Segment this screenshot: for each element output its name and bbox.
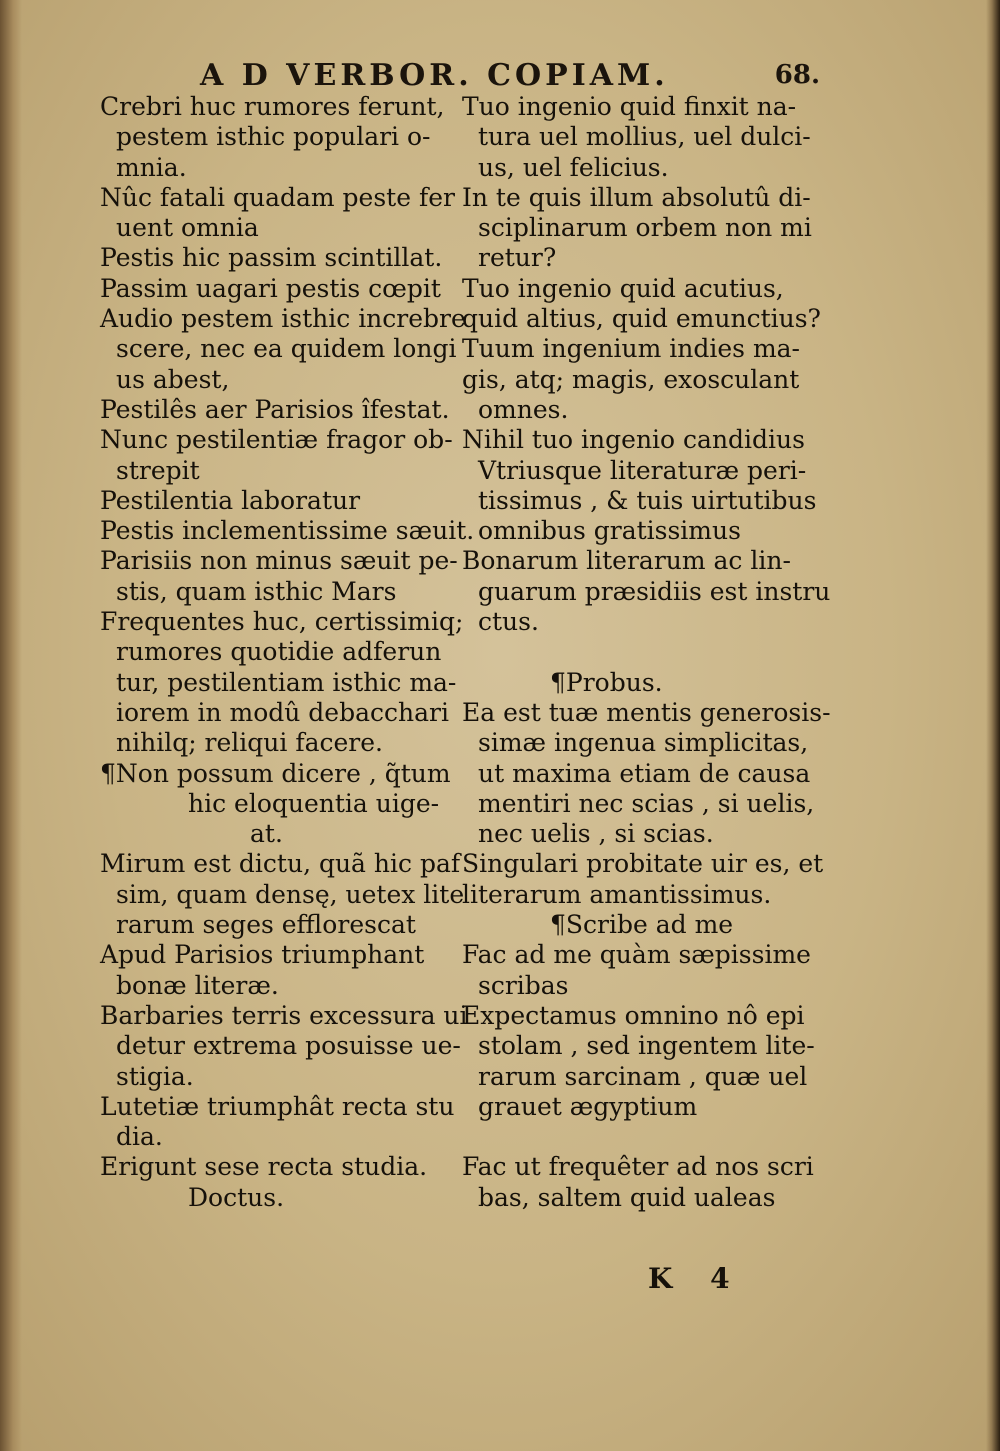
text-line: Parisiis non minus sæuit pe- <box>100 546 458 576</box>
text-line: ctus. <box>478 607 539 637</box>
text-line: Tuo ingenio quid finxit na- <box>462 92 797 121</box>
text-line: tura uel mollius, uel dulci- <box>478 122 811 152</box>
text-line: Audio pestem isthic increbre <box>100 304 466 334</box>
text-line: rarum seges efflorescat <box>116 910 416 940</box>
text-line: iorem in modû debacchari <box>116 697 449 727</box>
text-line: ¶Non possum dicere , q̃tum <box>100 758 451 788</box>
text-line: Erigunt sese recta studia. <box>100 1152 428 1182</box>
running-head: A D VERBOR. COPIAM. <box>200 58 669 93</box>
right-column <box>462 92 831 1213</box>
text-line: gis, atq; magis, exosculant <box>462 364 800 394</box>
text-line: uent omnia <box>116 213 259 243</box>
text-line: rumores quotidie adferun <box>116 637 442 667</box>
text-line: Nihil tuo ingenio candidius <box>462 425 805 455</box>
text-line: grauet ægyptium <box>478 1091 698 1121</box>
text-line: stolam , sed ingentem lite- <box>478 1031 815 1061</box>
text-line: guarum præsidiis est instru <box>478 576 831 606</box>
text-line: us abest, <box>116 364 230 394</box>
folio-number: 68. <box>774 60 820 90</box>
text-line: Nunc pestilentiæ fragor ob- <box>100 425 453 455</box>
text-line: nec uelis , si scias. <box>478 819 714 849</box>
text-line: sim, quam densę, uetex lite <box>116 879 465 909</box>
text-line: mnia. <box>116 152 187 182</box>
text-line: tissimus , & tuis uirtutibus <box>478 485 817 515</box>
blank-line <box>462 1122 822 1152</box>
text-line: strepit <box>116 455 200 485</box>
text-line: Bonarum literarum ac lin- <box>462 546 791 576</box>
text-line: retur? <box>478 243 557 273</box>
text-line: stis, quam isthic Mars <box>116 576 397 606</box>
text-line: mentiri nec scias , si uelis, <box>478 788 815 818</box>
text-line: simæ ingenua simplicitas, <box>478 728 809 758</box>
text-line: Singulari probitate uir es, et <box>462 849 824 879</box>
text-line: stigia. <box>116 1061 194 1091</box>
text-line: Ea est tuæ mentis generosis- <box>462 697 831 727</box>
blank-line <box>462 637 822 667</box>
text-line: Fac ut frequêter ad nos scri <box>462 1152 814 1182</box>
text-line: Barbaries terris excessura ui <box>100 1000 468 1030</box>
page-gutter-shadow <box>0 0 22 1451</box>
text-line: quid altius, quid emunctius? <box>462 304 821 334</box>
text-line: Vtriusque literaturæ peri- <box>478 455 807 485</box>
text-line: Pestis hic passim scintillat. <box>100 243 443 273</box>
text-line: detur extrema posuisse ue- <box>116 1031 461 1061</box>
text-line: Pestilentia laboratur <box>100 485 361 515</box>
text-line: dia. <box>116 1122 163 1152</box>
text-line: tur, pestilentiam isthic ma- <box>116 667 457 697</box>
text-line: us, uel felicius. <box>478 152 669 182</box>
text-line: bonæ literæ. <box>116 970 279 1000</box>
text-line: Mirum est dictu, quã hic paf <box>100 849 461 879</box>
text-line: scere, nec ea quidem longi <box>116 334 457 364</box>
text-line: Lutetiæ triumphât recta stu <box>100 1091 455 1121</box>
text-line: sciplinarum orbem non mi <box>478 213 812 243</box>
text-line: In te quis illum absolutû di- <box>462 182 811 212</box>
text-line: Expectamus omnino nô epi <box>462 1000 805 1030</box>
text-line: Passim uagari pestis cœpit <box>100 273 441 303</box>
text-line: omnes. <box>478 394 569 424</box>
text-line: rarum sarcinam , quæ uel <box>478 1061 808 1091</box>
text-line: pestem isthic populari o- <box>116 122 431 152</box>
text-line: ut maxima etiam de causa <box>478 758 811 788</box>
text-line: bas, saltem quid ualeas <box>478 1182 776 1212</box>
text-line: at. <box>250 819 283 849</box>
left-column <box>100 92 475 1213</box>
text-line: hic eloquentia uige- <box>188 788 440 818</box>
text-line: Tuo ingenio quid acutius, <box>462 273 784 303</box>
page-header <box>200 58 820 94</box>
section-heading: ¶Probus. <box>550 667 663 697</box>
text-line: nihilq; reliqui facere. <box>116 728 383 758</box>
text-line: scribas <box>478 970 569 1000</box>
text-line: omnibus gratissimus <box>478 516 741 546</box>
text-line: Tuum ingenium indies ma- <box>462 334 801 364</box>
text-line: Pestis inclementissime sæuit. <box>100 516 475 546</box>
page-edge-shadow <box>986 0 1000 1451</box>
section-heading: Doctus. <box>188 1182 285 1212</box>
text-line: Apud Parisios triumphant <box>100 940 425 970</box>
text-line: Pestilês aer Parisios îfestat. <box>100 394 450 424</box>
text-line: literarum amantissimus. <box>462 879 772 909</box>
text-line: Crebri huc rumores ferunt, <box>100 92 445 121</box>
text-line: Fac ad me quàm sæpissime <box>462 940 811 970</box>
text-line: Nûc fatali quadam peste fer <box>100 182 455 212</box>
signature-mark: K 4 <box>648 1262 744 1295</box>
section-heading: ¶Scribe ad me <box>550 910 734 940</box>
text-line: Frequentes huc, certissimiq; <box>100 607 464 637</box>
